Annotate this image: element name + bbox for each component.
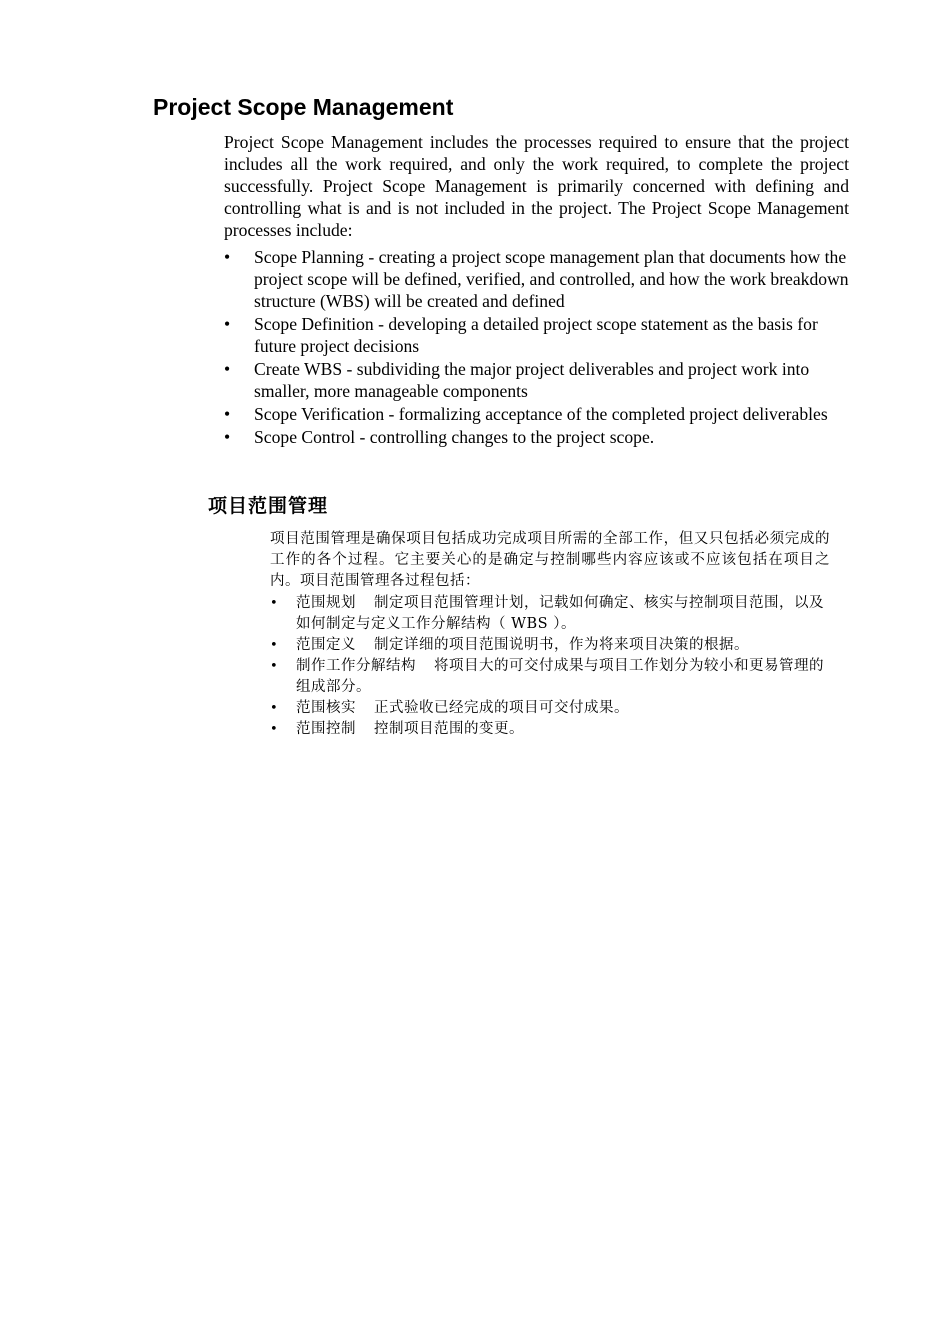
bullet-icon: • xyxy=(270,701,279,716)
list-item xyxy=(270,719,830,740)
bullet-icon: • xyxy=(224,404,231,424)
list-item xyxy=(224,246,849,312)
bullet-icon: • xyxy=(270,659,279,674)
list-item-text: Scope Definition - developing a detailed project scope statement as the basis for future project decisions xyxy=(254,314,818,356)
chinese-section-body xyxy=(270,529,830,740)
bullet-icon: • xyxy=(270,722,279,737)
list-item-text: Scope Planning - creating a project scope management plan that documents how the project scope will be defined, verified, and controlled, and how the work breakdown structure (WBS) will be created and defined xyxy=(254,247,849,311)
bullet-icon: • xyxy=(224,359,231,379)
list-item-text: Scope Control - controlling changes to the project scope. xyxy=(254,427,655,447)
english-process-list xyxy=(224,246,849,448)
list-item-term: 范围控制 xyxy=(296,721,356,737)
list-item-description: 制定详细的项目范围说明书，作为将来项目决策的根据。 xyxy=(374,637,749,653)
list-item xyxy=(270,656,830,698)
list-item-text: Scope Verification - formalizing acceptance of the completed project deliverables xyxy=(254,404,828,424)
list-item-term: 范围定义 xyxy=(296,637,356,653)
english-section-body xyxy=(224,131,849,449)
list-item xyxy=(224,358,849,402)
chinese-process-list xyxy=(270,593,830,740)
english-section-title: Project Scope Management xyxy=(153,94,454,120)
chinese-intro-paragraph: 项目范围管理是确保项目包括成功完成项目所需的全部工作，但又只包括必须完成的工作的各个过程。它主要关心的是确定与控制哪些内容应该或不应该包括在项目之内。项目范围管理各过程包括： xyxy=(270,531,830,589)
bullet-icon: • xyxy=(270,638,279,653)
list-item xyxy=(270,635,830,656)
list-item xyxy=(224,403,849,425)
list-item xyxy=(270,698,830,719)
list-item xyxy=(270,593,830,635)
english-intro-paragraph: Project Scope Management includes the processes required to ensure that the project includes all the work required, and only the work required, to complete the project successfully. Project Scope Management is primarily concerned with defining and controlling what is and is not included in the project. The Project Scope Management processes include: xyxy=(224,132,849,240)
list-item xyxy=(224,313,849,357)
list-item-description: 正式验收已经完成的项目可交付成果。 xyxy=(374,700,629,716)
list-item-text: Create WBS - subdividing the major project deliverables and project work into smaller, more manageable components xyxy=(254,359,810,401)
bullet-icon: • xyxy=(224,427,231,447)
chinese-section-title: 项目范围管理 xyxy=(208,495,329,517)
list-item-description: 控制项目范围的变更。 xyxy=(374,721,524,737)
bullet-icon: • xyxy=(270,596,279,611)
list-item-description: 制定项目范围管理计划，记载如何确定、核实与控制项目范围，以及如何制定与定义工作分解结构（ WBS ）。 xyxy=(296,595,824,632)
list-item-description: 将项目大的可交付成果与项目工作划分为较小和更易管理的组成部分。 xyxy=(296,658,824,695)
list-item-term: 范围规划 xyxy=(296,595,356,611)
list-item-term: 范围核实 xyxy=(296,700,356,716)
bullet-icon: • xyxy=(224,314,231,334)
list-item xyxy=(224,426,849,448)
list-item-term: 制作工作分解结构 xyxy=(296,658,416,674)
bullet-icon: • xyxy=(224,247,231,267)
